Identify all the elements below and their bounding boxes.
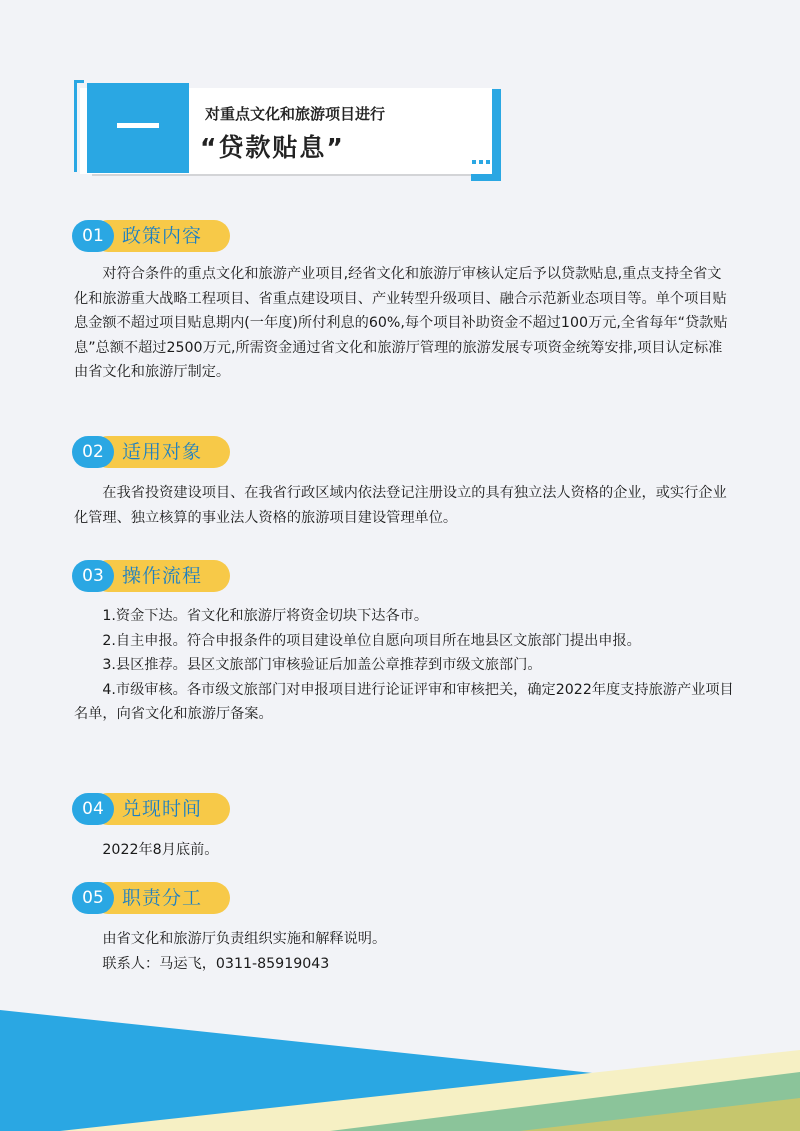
section-heading-04 [72, 793, 232, 825]
section-body-02 [74, 481, 734, 530]
paragraph: 对符合条件的重点文化和旅游产业项目,经省文化和旅游厅审核认定后予以贷款贴息,重点支持全省文化和旅游重大战略工程项目、省重点建设项目、产业转型升级项目、融合示范新业态项目等。单个项目贴息金额不超过项目贴息期内(一年度)所付利息的60%,每个项目补助资金不超过100万元,全省每年“贷款贴息”总额不超过2500万元,所需资金通过省文化和旅游厅管理的旅游发展专项资金统筹安排,项目认定标准由省文化和旅游厅制定。 [74, 266, 728, 380]
section-heading-05 [72, 882, 232, 914]
section-number: 03 [82, 566, 104, 586]
banner-title-line1: 对重点文化和旅游项目进行 [205, 105, 386, 123]
decorative-footer-shapes [0, 980, 800, 1131]
paragraph: 2.自主申报。符合申报条件的项目建设单位自愿向项目所在地县区文旅部门提出申报。 [102, 632, 641, 649]
section-title: 兑现时间 [122, 798, 203, 820]
section-title: 操作流程 [122, 565, 203, 587]
section-title: 职责分工 [122, 887, 203, 909]
header-banner [0, 0, 800, 200]
section-body-01 [74, 262, 734, 385]
paragraph: 1.资金下达。省文化和旅游厅将资金切块下达各市。 [102, 608, 429, 624]
section-title: 政策内容 [122, 225, 203, 247]
section-body-03 [74, 604, 734, 727]
section-number: 05 [82, 888, 104, 908]
banner-number [117, 123, 159, 128]
paragraph: 4.市级审核。各市级文旅部门对申报项目进行论证评审和审核把关，确定2022年度支持旅游产业项目名单，向省文化和旅游厅备案。 [74, 681, 734, 722]
section-number: 01 [82, 226, 104, 246]
banner-dots [472, 160, 497, 164]
banner-number-box [87, 83, 189, 173]
paragraph: 由省文化和旅游厅负责组织实施和解释说明。 [102, 931, 387, 947]
paragraph: 在我省投资建设项目、在我省行政区域内依法登记注册设立的具有独立法人资格的企业，或实行企业化管理、独立核算的事业法人资格的旅游项目建设管理单位。 [74, 485, 727, 526]
contact-line: 联系人：马运飞，0311-85919043 [102, 955, 330, 972]
paragraph: 3.县区推荐。县区文旅部门审核验证后加盖公章推荐到市级文旅部门。 [102, 657, 542, 673]
section-body-04 [74, 838, 734, 863]
banner-frame [74, 80, 84, 172]
section-heading-02 [72, 436, 232, 468]
section-heading-01 [72, 220, 232, 252]
section-number: 02 [82, 442, 104, 462]
banner-title-line2: “贷款贴息” [200, 133, 345, 162]
paragraph: 2022年8月底前。 [102, 842, 219, 858]
section-number: 04 [82, 799, 104, 819]
section-title: 适用对象 [122, 441, 203, 463]
section-heading-03 [72, 560, 232, 592]
section-body-05 [74, 927, 734, 976]
